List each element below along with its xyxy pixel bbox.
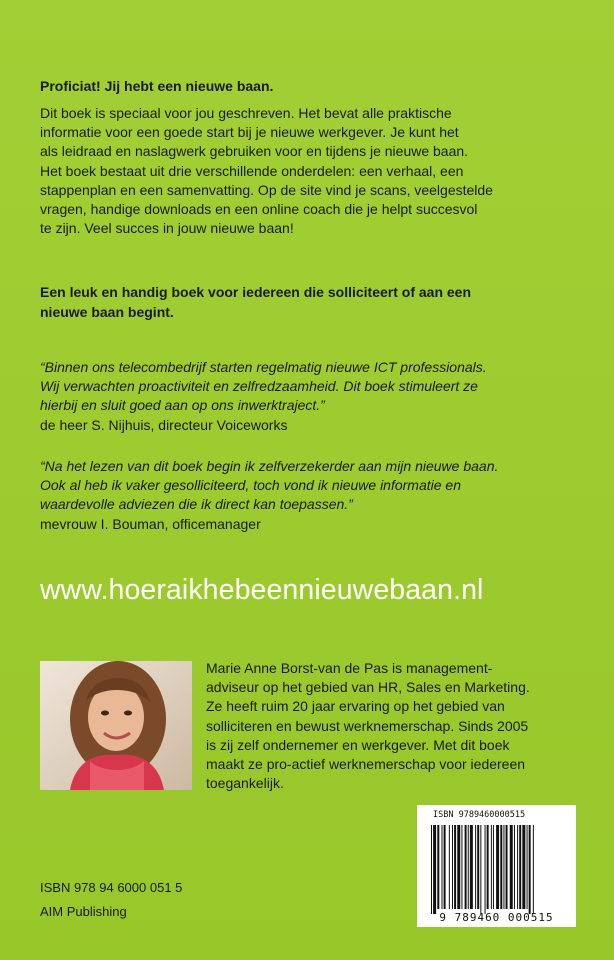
barcode-isbn-label: ISBN 9789460000515 xyxy=(433,810,526,820)
barcode-bar xyxy=(433,825,436,914)
bio-line: maakt ze pro-actief werknemerschap voor iedereen xyxy=(206,756,526,773)
barcode-bar xyxy=(444,825,446,909)
barcode-bar xyxy=(519,825,521,909)
barcode-bar xyxy=(437,825,439,909)
barcode-bar xyxy=(491,825,492,909)
intro-line: informatie voor een goede start bij je nieuwe werkgever. Je kunt het xyxy=(40,124,459,141)
headline: Proficiat! Jij hebt een nieuwe baan. xyxy=(40,78,274,94)
barcode-bar xyxy=(477,825,479,909)
barcode-bar xyxy=(461,825,462,909)
barcode-bar xyxy=(493,825,494,909)
bio-line: adviseur op het gebied van HR, Sales en Marketing. xyxy=(206,679,530,696)
barcode-bar xyxy=(496,825,499,909)
author-bio xyxy=(206,659,586,793)
bio-line: Ze heeft ruim 20 jaar ervaring op het gebied van xyxy=(206,698,505,715)
intro-text xyxy=(40,104,580,238)
isbn-text: ISBN 978 94 6000 051 5 xyxy=(40,880,183,895)
barcode-bar xyxy=(449,825,450,909)
testimonial-2 xyxy=(40,457,580,534)
barcode-bar xyxy=(522,825,525,909)
quote-line: “Binnen ons telecombedrijf starten regelmatig nieuwe ICT professionals. xyxy=(40,359,487,375)
quote-line: waardevolle adviezen die ik direct kan toepassen.” xyxy=(40,496,353,513)
barcode-bar xyxy=(500,825,502,909)
intro-line: stappenplan en een samenvatting. Op de site vind je scans, veelgestelde xyxy=(40,181,493,198)
barcode-bar xyxy=(529,825,531,914)
barcode-bar xyxy=(533,825,534,914)
barcode-bar xyxy=(475,825,476,909)
quote-line: “Na het lezen van dit boek begin ik zelfverzekerder aan mijn nieuwe baan. xyxy=(40,458,499,474)
barcode-bar xyxy=(470,825,473,909)
subhead-line: nieuwe baan begint. xyxy=(40,304,174,320)
barcode-bar xyxy=(431,825,432,914)
bio-line: Marie Anne Borst-van de Pas is management- xyxy=(206,660,493,676)
barcode-bar xyxy=(442,825,443,909)
barcode-bar xyxy=(454,825,456,909)
quote-line: hierbij en sluit goed aan op ons inwerktraject.” xyxy=(40,397,325,414)
intro-line: Dit boek is speciaal voor jou geschreven. Het bevat alle praktische xyxy=(40,105,452,121)
intro-line: vragen, handige downloads en een online coach die je helpt succesvol xyxy=(40,201,478,218)
barcode-bar xyxy=(465,825,467,909)
barcode-bar xyxy=(506,825,508,909)
quote-attribution: de heer S. Nijhuis, directeur Voiceworks xyxy=(40,416,288,433)
barcode-bar xyxy=(510,825,513,909)
intro-line: Het boek bestaat uit drie verschillende onderdelen: een verhaal, een xyxy=(40,162,464,179)
barcode-bar xyxy=(452,825,453,909)
author-photo-icon xyxy=(40,661,192,790)
bio-line: toegankelijk. xyxy=(206,775,284,792)
testimonial-1 xyxy=(40,358,580,435)
barcode-bar xyxy=(514,825,515,909)
barcode-box xyxy=(417,805,576,927)
website-url: www.hoeraikhebeennieuwebaan.nl xyxy=(40,574,484,606)
barcode-bar xyxy=(480,825,481,914)
subheadline xyxy=(40,282,580,322)
publisher-name: AIM Publishing xyxy=(40,904,127,919)
barcode-bar xyxy=(527,825,528,909)
barcode-bar xyxy=(457,825,460,909)
barcode-bar xyxy=(468,825,469,909)
quote-line: Wij verwachten proactiviteit en zelfredzaamheid. Dit boek stimuleert ze xyxy=(40,378,478,395)
barcode-digits: 9 789460 000515 xyxy=(439,911,554,924)
barcode-bar xyxy=(487,825,489,909)
quote-line: Ook al heb ik vaker gesolliciteerd, toch vond ik nieuwe informatie en xyxy=(40,477,461,494)
barcode-bar xyxy=(485,825,486,914)
barcode-bar xyxy=(503,825,504,909)
barcode-bar xyxy=(517,825,518,909)
author-photo xyxy=(40,661,192,790)
subhead-line: Een leuk en handig boek voor iedereen die solliciteert of aan een xyxy=(40,284,472,300)
quote-attribution: mevrouw I. Bouman, officemanager xyxy=(40,515,261,532)
intro-line: als leidraad en naslagwerk gebruiken voor en tijdens je nieuwe baan. xyxy=(40,143,469,160)
bio-line: solliciteren en bewust werknemerschap. Sinds 2005 xyxy=(206,717,529,734)
bio-line: is zij zelf ondernemer en werkgever. Met dit boek xyxy=(206,736,510,753)
barcode-icon xyxy=(417,805,576,927)
intro-line: te zijn. Veel succes in jouw nieuwe baan! xyxy=(40,220,294,237)
